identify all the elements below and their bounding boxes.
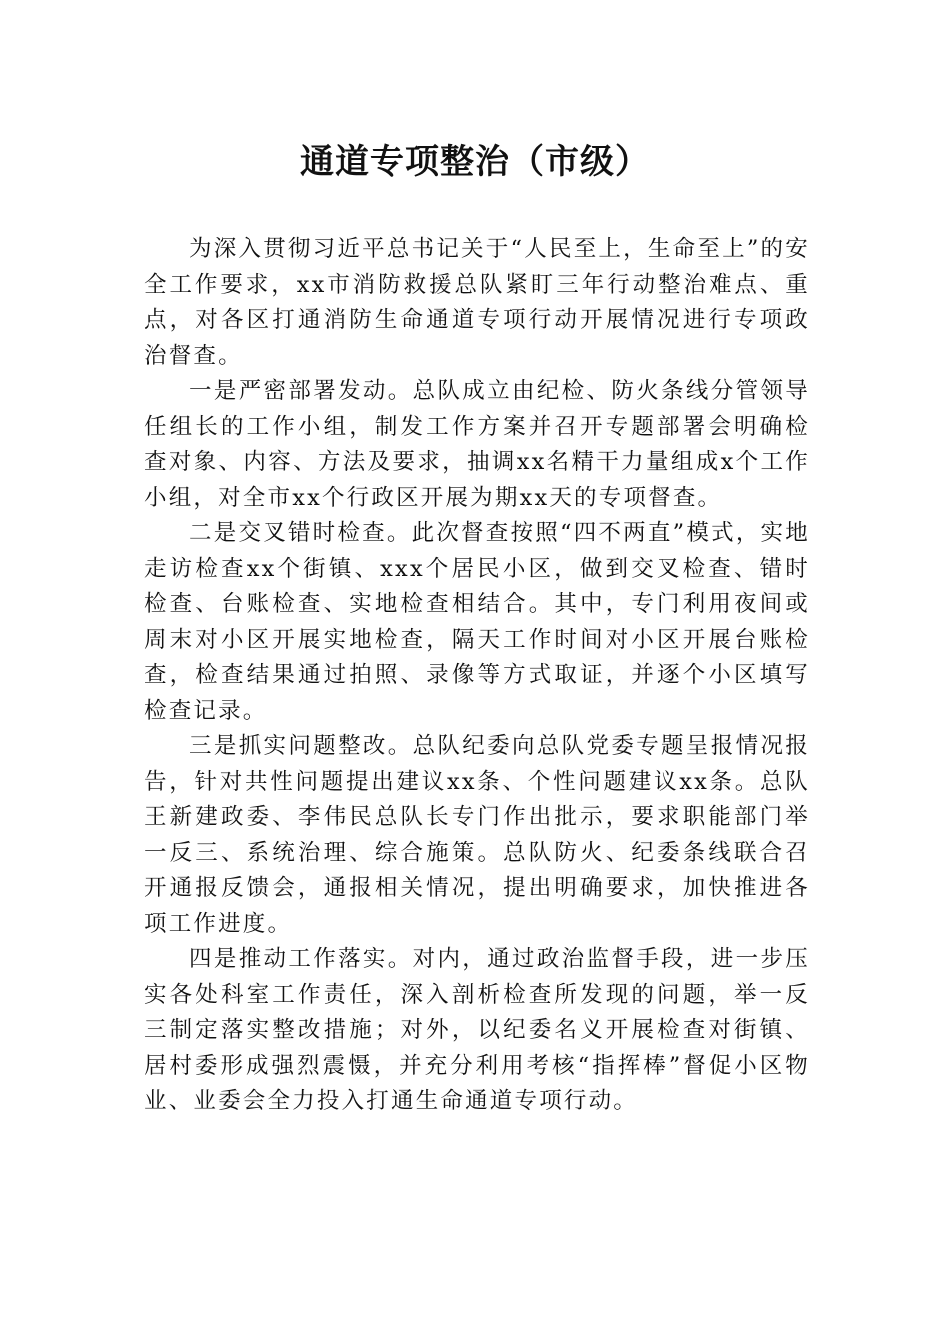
paragraph-implementation: 四是推动工作落实。对内，通过政治监督手段，进一步压实各处科室工作责任，深入剖析检查所发现的问题，举一反三制定落实整改措施；对外，以纪委名义开展检查对街镇、居村委形成强烈震慑，并充分利用考核“指挥棒”督促小区物业、业委会全力投入打通生命通道专项行动。 bbox=[144, 946, 810, 1114]
paragraph-inspection: 二是交叉错时检查。此次督查按照“四不两直”模式，实地走访检查xx个街镇、xxx个居民小区，做到交叉检查、错时检查、台账检查、实地检查相结合。其中，专门利用夜间或周末对小区开展实地检查，隔天工作时间对小区开展台账检查，检查结果通过拍照、录像等方式取证，并逐个小区填写检查记录。 bbox=[144, 520, 810, 724]
paragraph-deployment: 一是严密部署发动。总队成立由纪检、防火条线分管领导任组长的工作小组，制发工作方案并召开专题部署会明确检查对象、内容、方法及要求，抽调xx名精干力量组成x个工作小组，对全市xx个行政区开展为期xx天的专项督查。 bbox=[144, 378, 810, 511]
paragraph-intro: 为深入贯彻习近平总书记关于“人民至上，生命至上”的安全工作要求，xx市消防救援总队紧盯三年行动整治难点、重点，对各区打通消防生命通道专项行动开展情况进行专项政治督查。 bbox=[144, 236, 810, 369]
document-title: 通道专项整治（市级） bbox=[300, 142, 650, 182]
document-body bbox=[144, 232, 810, 1120]
paragraph-rectification: 三是抓实问题整改。总队纪委向总队党委专题呈报情况报告，针对共性问题提出建议xx条、个性问题建议xx条。总队王新建政委、李伟民总队长专门作出批示，要求职能部门举一反三、系统治理、综合施策。总队防火、纪委条线联合召开通报反馈会，通报相关情况，提出明确要求，加快推进各项工作进度。 bbox=[144, 733, 810, 937]
